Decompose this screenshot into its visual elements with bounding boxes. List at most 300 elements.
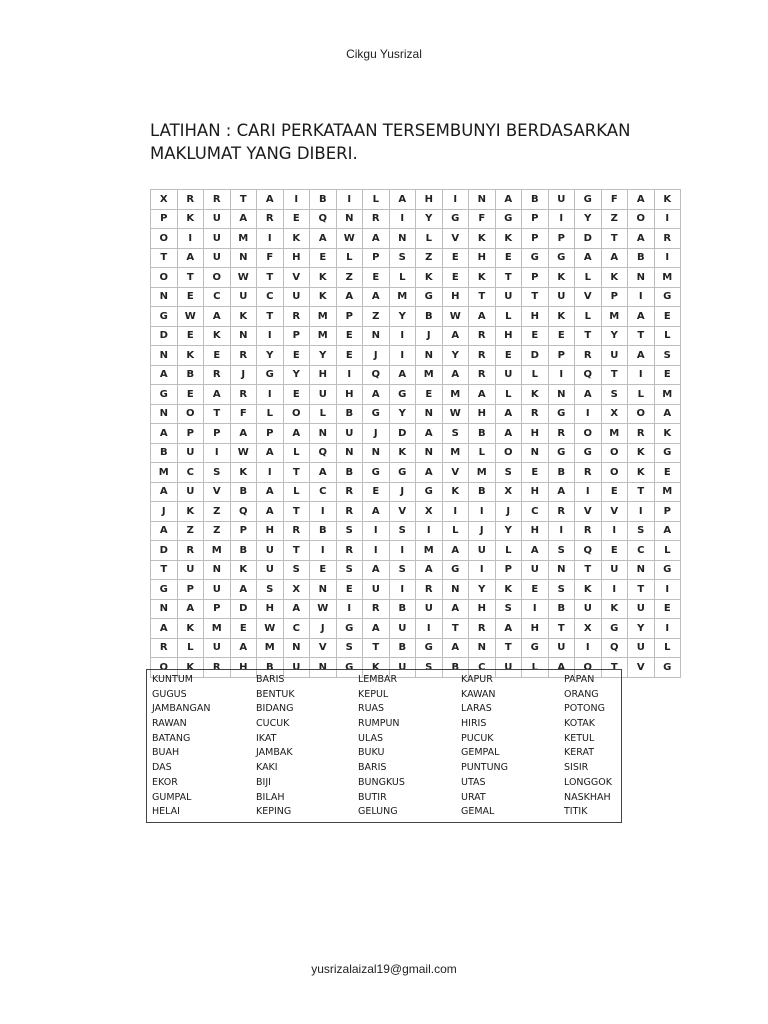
grid-cell: N [204,560,231,580]
grid-cell: A [283,424,310,444]
word-list-item: BIDANG [256,703,294,715]
grid-cell: G [522,248,549,268]
grid-cell: Y [442,346,469,366]
word-list-item: POTONG [564,703,605,715]
grid-cell: N [151,346,178,366]
grid-cell: I [336,190,363,210]
grid-cell: A [522,541,549,561]
word-list-item: RAWAN [152,718,187,730]
grid-cell: U [336,424,363,444]
grid-cell: A [628,346,655,366]
grid-cell: T [257,307,284,327]
grid-cell: L [416,229,443,249]
word-list-item: LARAS [461,703,492,715]
grid-cell: K [548,268,575,288]
grid-cell: A [283,599,310,619]
grid-cell: O [575,658,602,678]
grid-cell: O [204,268,231,288]
grid-cell: A [363,229,390,249]
grid-cell: A [495,424,522,444]
grid-cell: T [283,502,310,522]
grid-cell: M [654,268,681,288]
word-list-item: BUTIR [358,791,387,803]
grid-cell: G [548,443,575,463]
grid-cell: B [416,307,443,327]
grid-row [151,482,681,502]
grid-cell: W [230,443,257,463]
grid-cell: U [522,560,549,580]
grid-cell: K [575,580,602,600]
grid-cell: E [495,248,522,268]
grid-cell: U [310,385,337,405]
grid-cell: A [151,482,178,502]
grid-cell: Q [575,541,602,561]
grid-cell: L [283,443,310,463]
grid-cell: O [151,229,178,249]
grid-cell: A [442,541,469,561]
grid-cell: A [177,599,204,619]
grid-row [151,404,681,424]
grid-cell: K [416,268,443,288]
word-column [152,673,210,820]
grid-cell: N [336,443,363,463]
grid-cell: K [310,287,337,307]
grid-cell: O [601,463,628,483]
grid-cell: I [469,502,496,522]
grid-cell: W [177,307,204,327]
grid-cell: X [495,482,522,502]
grid-row [151,287,681,307]
grid-cell: A [230,580,257,600]
grid-cell: T [575,560,602,580]
grid-cell: N [469,638,496,658]
grid-cell: R [283,307,310,327]
word-list-item: GELUNG [358,806,398,818]
grid-cell: U [601,560,628,580]
word-list-item: UTAS [461,776,486,788]
grid-cell: E [522,326,549,346]
grid-cell: A [363,619,390,639]
grid-cell: I [257,385,284,405]
grid-cell: U [495,287,522,307]
grid-cell: M [469,463,496,483]
grid-cell: E [230,619,257,639]
grid-cell: V [442,229,469,249]
word-list-item: KAWAN [461,688,496,700]
grid-cell: W [336,229,363,249]
grid-cell: V [575,287,602,307]
grid-cell: R [230,385,257,405]
grid-cell: J [416,326,443,346]
grid-cell: U [495,658,522,678]
grid-cell: I [257,229,284,249]
grid-cell: G [389,463,416,483]
grid-cell: L [522,365,549,385]
grid-cell: A [257,443,284,463]
grid-cell: R [283,521,310,541]
grid-cell: T [283,463,310,483]
word-list-item: BENTUK [256,688,295,700]
grid-cell: L [522,658,549,678]
grid-cell: A [654,404,681,424]
grid-cell: K [469,268,496,288]
grid-cell: Y [310,346,337,366]
grid-cell: N [336,209,363,229]
grid-cell: D [151,541,178,561]
grid-cell: I [336,599,363,619]
grid-cell: I [469,560,496,580]
grid-cell: U [283,287,310,307]
grid-cell: G [416,482,443,502]
grid-row [151,619,681,639]
grid-cell: M [601,307,628,327]
grid-cell: Z [336,268,363,288]
grid-cell: T [628,482,655,502]
grid-cell: X [283,580,310,600]
grid-cell: U [204,209,231,229]
grid-cell: L [310,404,337,424]
grid-cell: N [283,638,310,658]
grid-cell: A [548,658,575,678]
grid-cell: L [654,638,681,658]
grid-cell: T [442,619,469,639]
grid-cell: I [389,580,416,600]
grid-row [151,443,681,463]
grid-cell: A [442,638,469,658]
grid-cell: H [495,326,522,346]
grid-cell: U [283,658,310,678]
word-list-item: LEMBAR [358,674,398,685]
grid-cell: E [336,326,363,346]
grid-cell: S [336,521,363,541]
grid-cell: O [177,404,204,424]
grid-cell: M [416,541,443,561]
grid-cell: P [177,424,204,444]
grid-row [151,541,681,561]
grid-cell: L [469,443,496,463]
grid-cell: E [548,326,575,346]
grid-cell: Y [389,404,416,424]
grid-cell: I [283,190,310,210]
grid-cell: G [363,463,390,483]
grid-cell: L [442,521,469,541]
word-list-box [146,669,622,823]
grid-cell: Y [389,307,416,327]
grid-cell: R [151,638,178,658]
grid-cell: V [204,482,231,502]
exercise-title-line-2: MAKLUMAT YANG DIBERI. [150,144,358,163]
grid-cell: Y [257,346,284,366]
word-list-item: GEMAL [461,806,495,818]
grid-cell: Q [230,502,257,522]
grid-cell: Y [601,326,628,346]
grid-cell: R [575,521,602,541]
grid-cell: C [310,482,337,502]
grid-cell: U [601,346,628,366]
grid-cell: R [177,190,204,210]
grid-cell: K [177,502,204,522]
grid-cell: L [495,541,522,561]
grid-cell: A [469,307,496,327]
grid-cell: A [628,307,655,327]
grid-cell: S [416,658,443,678]
grid-cell: U [257,541,284,561]
grid-cell: M [204,619,231,639]
grid-cell: K [442,482,469,502]
grid-cell: T [230,190,257,210]
grid-cell: E [416,385,443,405]
grid-cell: A [257,190,284,210]
grid-cell: U [257,560,284,580]
grid-cell: A [442,326,469,346]
grid-cell: H [442,287,469,307]
grid-cell: O [151,658,178,678]
grid-cell: I [575,482,602,502]
grid-cell: I [257,326,284,346]
grid-cell: B [336,463,363,483]
grid-cell: V [601,502,628,522]
word-list-item: BIJI [256,776,271,788]
grid-cell: L [363,190,390,210]
grid-cell: K [363,658,390,678]
grid-cell: N [310,658,337,678]
grid-cell: A [151,521,178,541]
grid-cell: U [548,287,575,307]
word-list-item: BARIS [256,674,285,685]
grid-cell: I [416,619,443,639]
grid-cell: E [283,209,310,229]
word-column [256,673,295,820]
grid-cell: K [601,599,628,619]
grid-cell: E [601,482,628,502]
grid-cell: G [363,404,390,424]
grid-cell: I [389,209,416,229]
grid-cell: L [389,268,416,288]
grid-cell: E [363,268,390,288]
grid-cell: R [204,365,231,385]
grid-cell: A [442,365,469,385]
grid-cell: W [442,307,469,327]
grid-row [151,638,681,658]
grid-cell: A [363,385,390,405]
grid-cell: P [177,580,204,600]
grid-cell: I [548,365,575,385]
grid-cell: K [548,307,575,327]
grid-cell: B [230,482,257,502]
grid-cell: G [548,248,575,268]
grid-row [151,424,681,444]
grid-cell: I [522,599,549,619]
grid-cell: N [151,404,178,424]
grid-cell: D [151,326,178,346]
grid-cell: N [442,580,469,600]
grid-cell: T [601,229,628,249]
grid-cell: S [389,248,416,268]
grid-cell: I [654,248,681,268]
grid-cell: U [230,287,257,307]
grid-cell: I [416,521,443,541]
grid-cell: B [177,365,204,385]
grid-cell: H [336,385,363,405]
word-list-item: DAS [152,762,172,774]
grid-row [151,209,681,229]
grid-cell: P [230,521,257,541]
grid-cell: U [628,599,655,619]
grid-cell: G [257,365,284,385]
grid-cell: R [469,619,496,639]
grid-cell: P [336,307,363,327]
grid-cell: B [230,541,257,561]
grid-cell: C [469,658,496,678]
grid-cell: B [257,658,284,678]
grid-cell: H [469,599,496,619]
exercise-title [150,119,630,165]
grid-cell: K [204,326,231,346]
grid-row [151,521,681,541]
word-column [358,673,405,820]
word-list-item: BATANG [152,732,191,744]
grid-cell: G [442,209,469,229]
grid-cell: L [654,326,681,346]
grid-cell: N [310,580,337,600]
word-list-item: NASKHAH [564,791,611,803]
grid-cell: U [495,365,522,385]
grid-cell: L [654,541,681,561]
grid-cell: A [628,229,655,249]
grid-cell: I [628,287,655,307]
grid-cell: I [654,580,681,600]
word-list-item: PAPAN [564,674,595,685]
grid-cell: K [628,443,655,463]
grid-cell: I [575,638,602,658]
grid-cell: G [654,443,681,463]
grid-cell: Z [177,521,204,541]
grid-cell: X [151,190,178,210]
grid-cell: P [151,209,178,229]
grid-cell: H [469,248,496,268]
grid-cell: U [204,229,231,249]
grid-cell: T [204,404,231,424]
grid-cell: B [151,443,178,463]
grid-cell: E [522,580,549,600]
grid-cell: I [601,580,628,600]
grid-cell: R [469,365,496,385]
grid-cell: I [363,541,390,561]
grid-cell: T [548,619,575,639]
grid-cell: N [230,326,257,346]
grid-cell: T [469,287,496,307]
word-list-item: KOTAK [564,718,595,730]
grid-cell: K [628,463,655,483]
grid-cell: R [204,190,231,210]
grid-cell: K [177,619,204,639]
word-list-item: BUAH [152,747,180,759]
grid-cell: H [522,307,549,327]
grid-cell: A [257,482,284,502]
grid-cell: S [495,599,522,619]
word-list-item: BARIS [358,762,387,774]
word-list-item: RUAS [358,703,385,715]
grid-cell: R [548,424,575,444]
grid-cell: S [654,346,681,366]
word-list-item: GEMPAL [461,747,500,759]
grid-cell: R [469,326,496,346]
grid-cell: G [601,619,628,639]
grid-cell: B [310,521,337,541]
grid-cell: Q [601,638,628,658]
grid-row [151,268,681,288]
grid-cell: I [257,463,284,483]
word-column [564,673,612,820]
grid-cell: A [230,424,257,444]
grid-cell: K [495,229,522,249]
grid-cell: K [310,268,337,288]
grid-cell: N [416,443,443,463]
word-list-item: HELAI [152,806,180,818]
grid-cell: A [495,619,522,639]
grid-cell: P [548,229,575,249]
grid-cell: K [495,580,522,600]
grid-cell: R [363,599,390,619]
grid-cell: T [628,326,655,346]
grid-cell: S [257,580,284,600]
grid-cell: I [654,209,681,229]
grid-cell: U [204,580,231,600]
grid-cell: M [389,287,416,307]
grid-cell: X [575,619,602,639]
grid-cell: J [363,424,390,444]
grid-cell: H [310,365,337,385]
grid-cell: S [548,580,575,600]
grid-cell: L [495,385,522,405]
grid-cell: P [522,209,549,229]
word-list-item: BUNGKUS [358,776,405,788]
grid-cell: E [283,385,310,405]
grid-cell: V [283,268,310,288]
grid-cell: Y [283,365,310,385]
grid-cell: I [177,229,204,249]
grid-row [151,502,681,522]
word-list-item: KERAT [564,747,595,759]
grid-cell: A [416,560,443,580]
grid-cell: K [283,229,310,249]
grid-cell: L [495,307,522,327]
grid-cell: N [628,268,655,288]
grid-cell: D [230,599,257,619]
grid-cell: B [522,190,549,210]
grid-cell: U [416,599,443,619]
grid-cell: J [363,346,390,366]
grid-cell: K [654,424,681,444]
grid-cell: U [628,638,655,658]
grid-cell: G [575,443,602,463]
grid-cell: A [389,190,416,210]
grid-cell: U [575,599,602,619]
grid-cell: K [230,307,257,327]
grid-cell: G [416,287,443,307]
grid-cell: R [522,404,549,424]
grid-cell: N [363,326,390,346]
grid-cell: A [310,229,337,249]
grid-cell: T [151,248,178,268]
grid-cell: L [257,404,284,424]
grid-cell: K [389,443,416,463]
grid-cell: P [283,326,310,346]
grid-cell: V [442,463,469,483]
grid-cell: L [283,482,310,502]
grid-cell: G [442,560,469,580]
grid-cell: A [389,365,416,385]
